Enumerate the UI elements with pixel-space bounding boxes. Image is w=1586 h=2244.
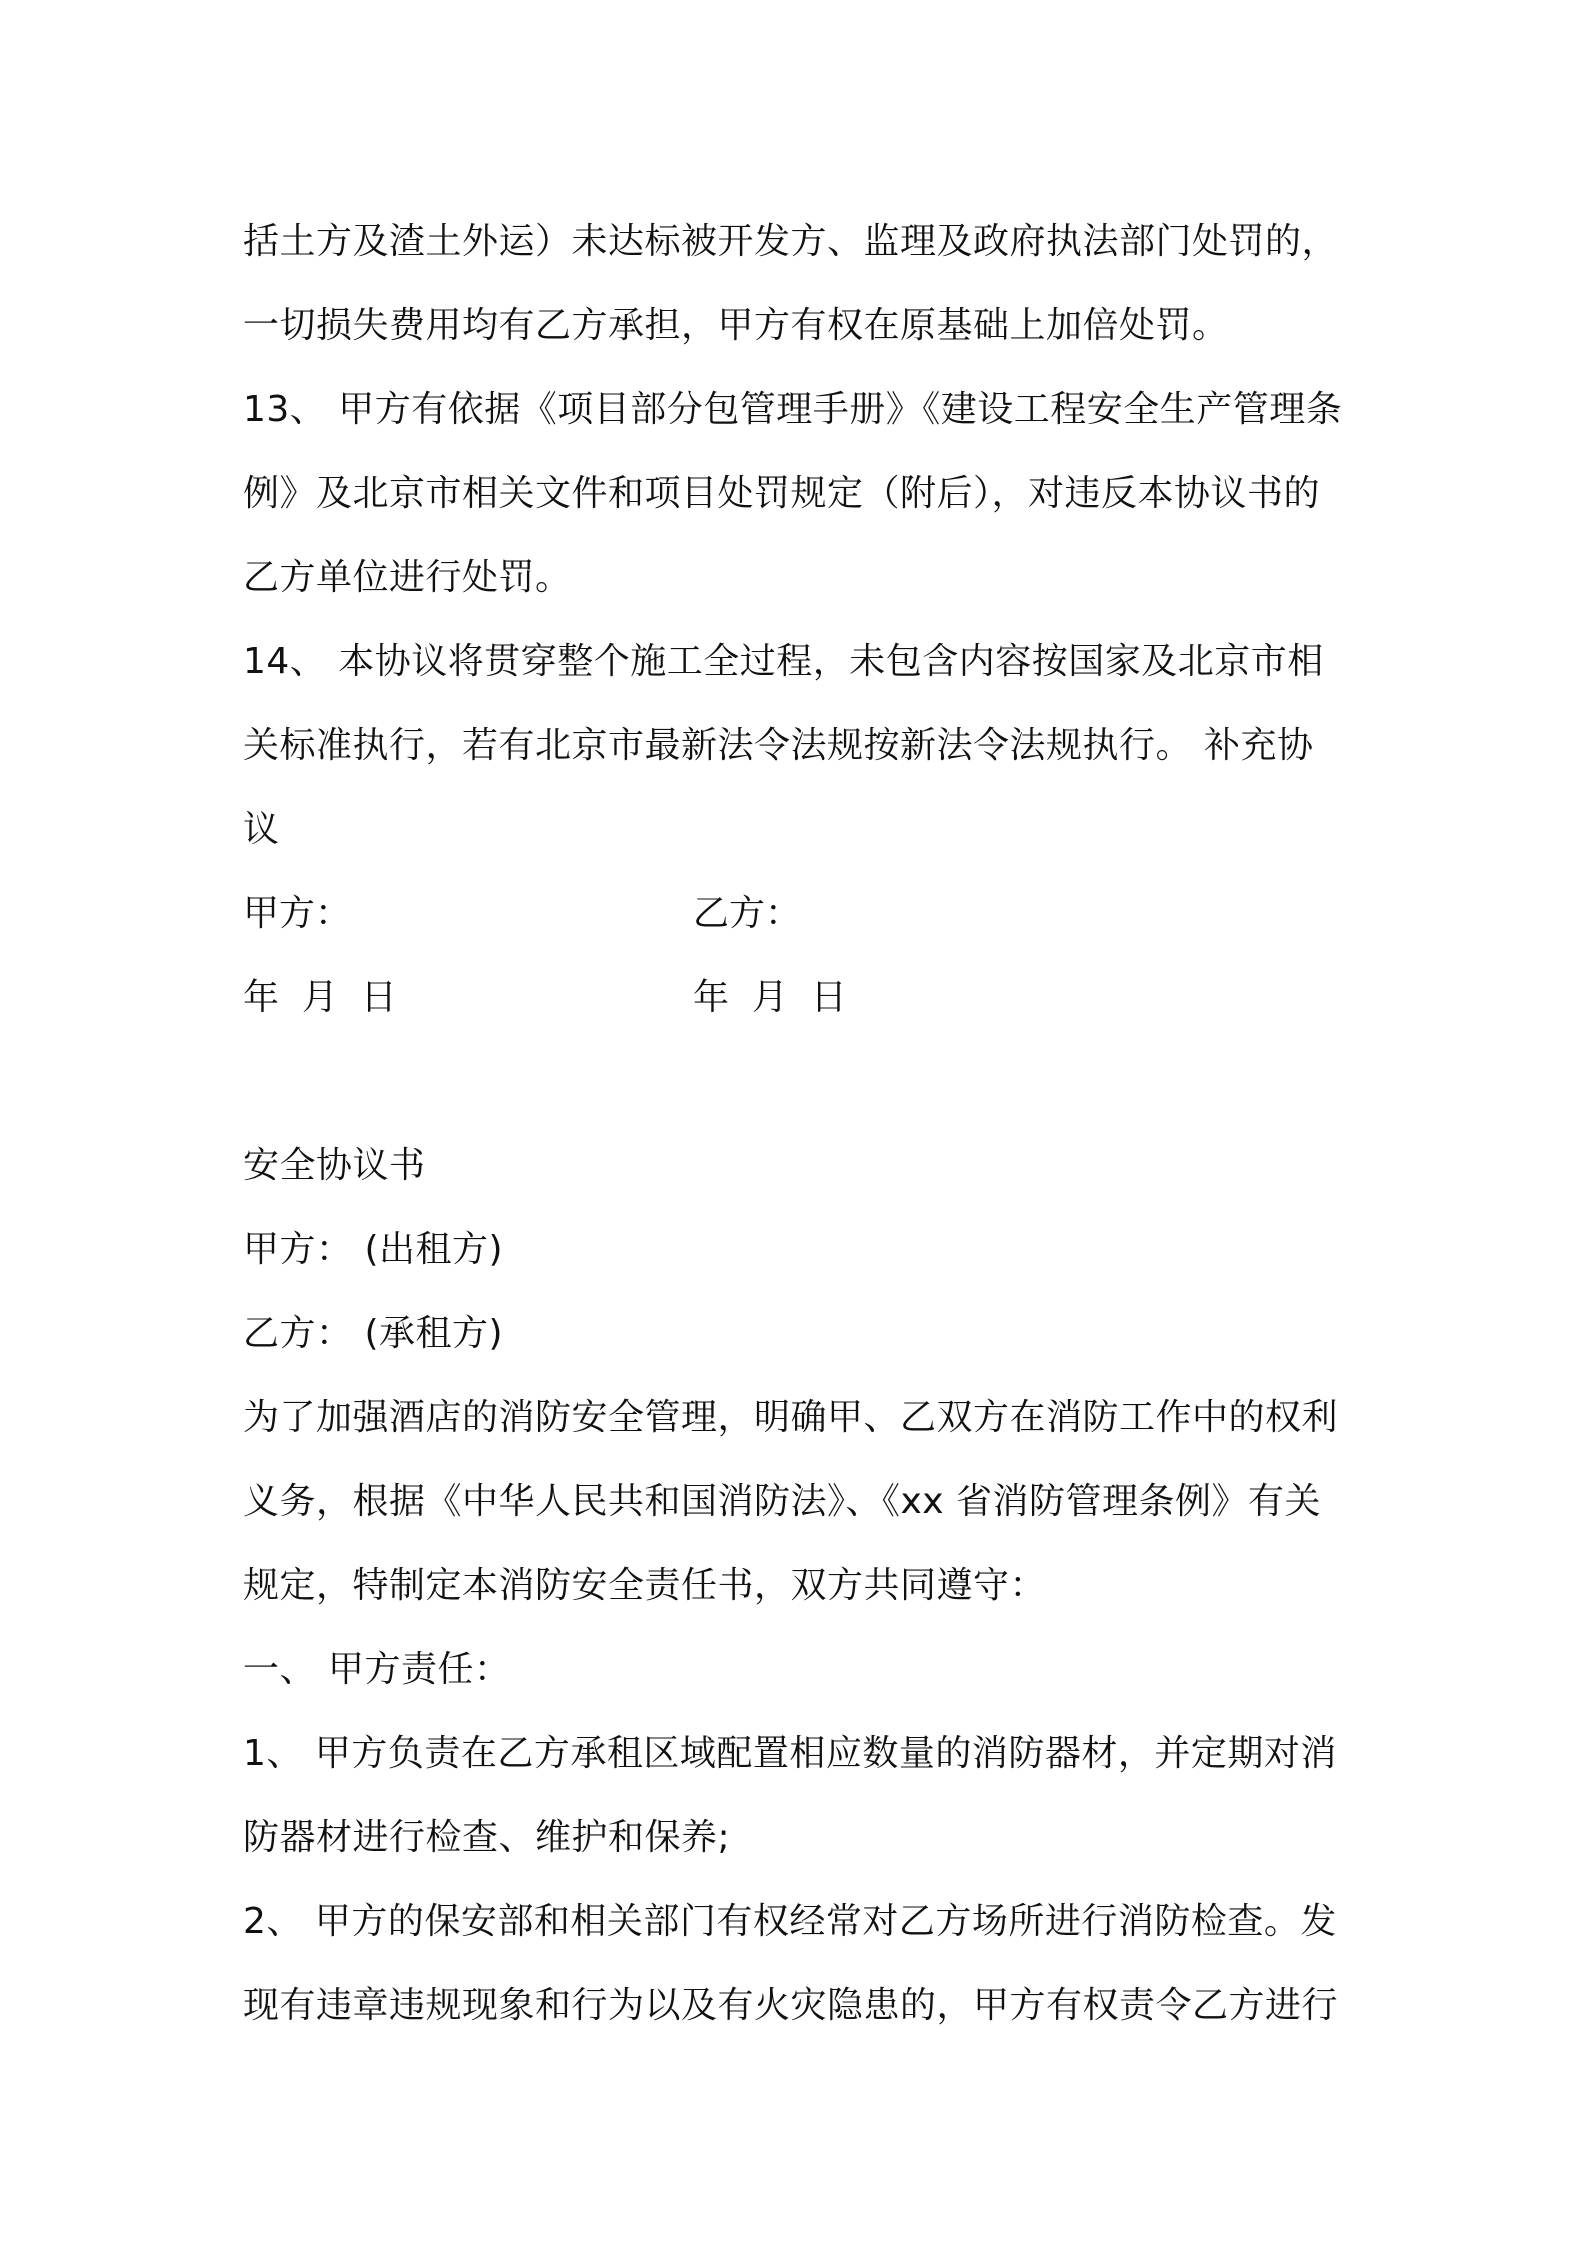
text-line: 现有违章违规现象和行为以及有火灾隐患的，甲方有权责令乙方进行 xyxy=(243,1985,1339,2026)
signature-row-parties xyxy=(243,872,1358,956)
section-title: 安全协议书 xyxy=(243,1145,426,1186)
text-line: 一切损失费用均有乙方承担，甲方有权在原基础上加倍处罚。 xyxy=(243,305,1229,346)
signature-row-dates xyxy=(243,956,1358,1040)
text-line: 为了加强酒店的消防安全管理，明确甲、乙双方在消防工作中的权利 xyxy=(243,1397,1339,1438)
text-line: 防器材进行检查、维护和保养; xyxy=(243,1817,731,1858)
party-a-date: 年 月 日 xyxy=(243,977,397,1018)
text-line: 括土方及渣土外运）未达标被开发方、监理及政府执法部门处罚的， xyxy=(243,221,1339,262)
text-line: 规定，特制定本消防安全责任书，双方共同遵守： xyxy=(243,1565,1047,1606)
text-line: 甲方： (出租方) xyxy=(243,1229,504,1270)
text-line: 义务，根据《中华人民共和国消防法》、《xx 省消防管理条例》有关 xyxy=(243,1481,1322,1522)
text-line: 关标准执行，若有北京市最新法令法规按新法令法规执行。 补充协 xyxy=(243,725,1314,766)
text-line: 1、 甲方负责在乙方承租区域配置相应数量的消防器材，并定期对消 xyxy=(243,1733,1337,1774)
party-b-date: 年 月 日 xyxy=(693,977,847,1018)
text-line: 14、 本协议将贯穿整个施工全过程，未包含内容按国家及北京市相 xyxy=(243,641,1324,682)
text-line: 议 xyxy=(243,809,280,850)
party-b-label: 乙方： xyxy=(693,893,802,934)
text-line: 一、 甲方责任： xyxy=(243,1649,511,1690)
document-body xyxy=(243,200,1358,2048)
party-a-label: 甲方： xyxy=(243,893,352,934)
section-gap xyxy=(243,1040,1358,1124)
text-line: 乙方单位进行处罚。 xyxy=(243,557,572,598)
text-line: 2、 甲方的保安部和相关部门有权经常对乙方场所进行消防检查。发 xyxy=(243,1901,1337,1942)
text-line: 13、 甲方有依据《项目部分包管理手册》《建设工程安全生产管理条 xyxy=(243,389,1343,430)
text-line: 例》及北京市相关文件和项目处罚规定（附后），对违反本协议书的 xyxy=(243,473,1321,514)
text-line: 乙方： (承租方) xyxy=(243,1313,504,1354)
